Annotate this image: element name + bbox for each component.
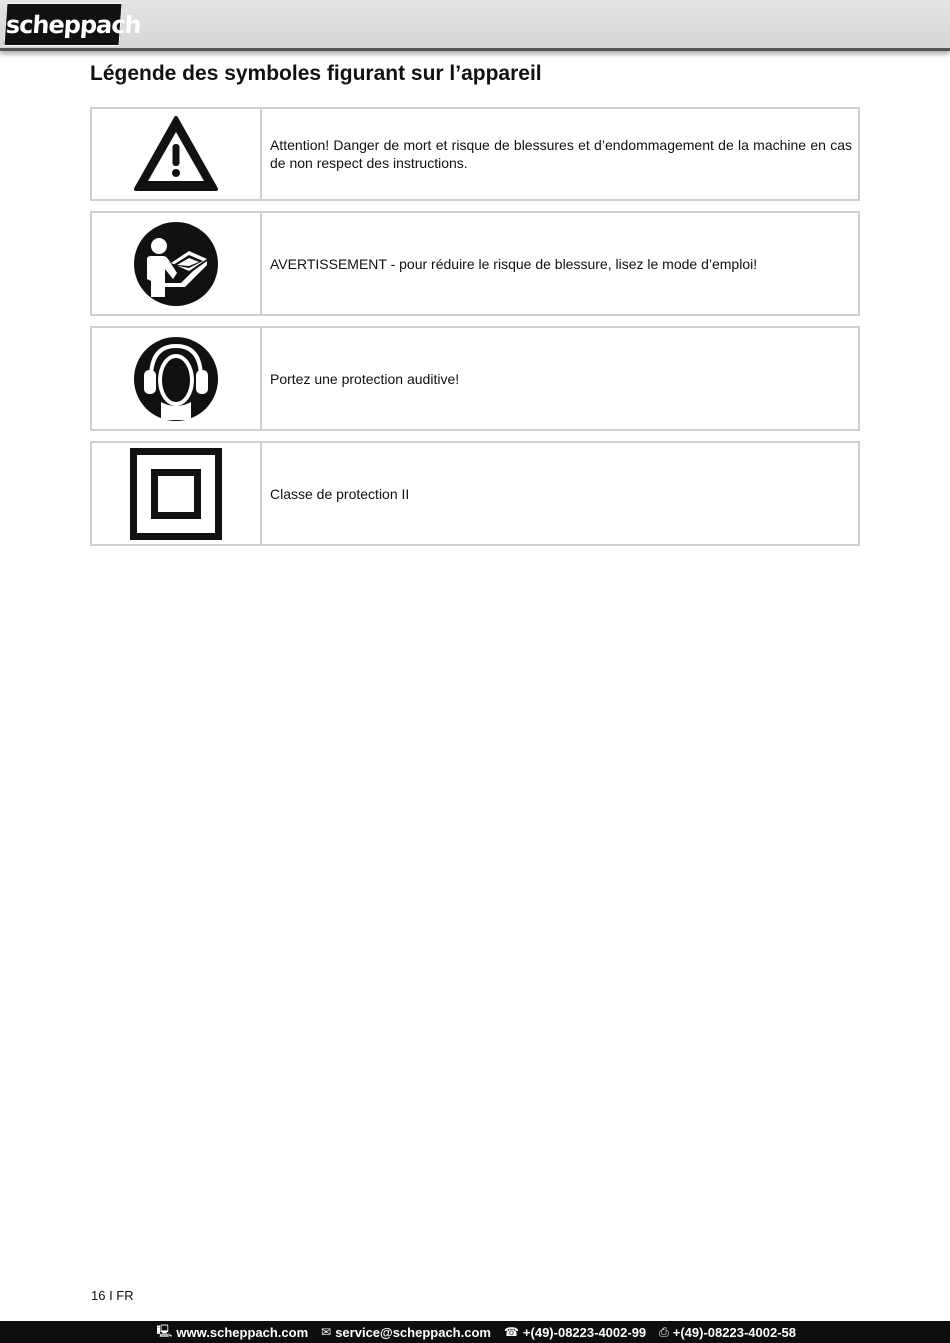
symbol-cell xyxy=(92,109,262,199)
symbol-description: Portez une protection auditive! xyxy=(270,370,460,387)
footer-email[interactable] xyxy=(321,1325,491,1340)
envelope-icon: ✉ xyxy=(321,1325,332,1339)
hearing-protection-icon xyxy=(133,336,219,422)
website-link[interactable]: www.scheppach.com xyxy=(176,1324,309,1340)
protection-class-ii-icon xyxy=(130,448,222,540)
symbol-cell xyxy=(92,443,262,544)
symbol-description: Attention! Danger de mort et risque de blessures et d’endommagement de la machine en cas de non respect des instructions. xyxy=(270,137,852,171)
scheppach-logo: scheppach xyxy=(3,3,122,46)
symbol-row-hearing-protection xyxy=(90,326,860,431)
footer-fax xyxy=(659,1325,796,1340)
email-link[interactable]: service@scheppach.com xyxy=(335,1324,491,1340)
footer-bar xyxy=(0,1321,950,1343)
symbol-row-read-manual xyxy=(90,211,860,316)
symbol-description: AVERTISSEMENT - pour réduire le risque de blessure, lisez le mode d’emploi! xyxy=(270,255,758,272)
symbol-row-protection-class xyxy=(90,441,860,546)
computer-icon: 🖳 xyxy=(156,1323,173,1338)
symbol-cell xyxy=(92,328,262,429)
read-manual-icon xyxy=(133,221,219,307)
symbol-cell xyxy=(92,213,262,314)
page-title: Légende des symboles figurant sur l’appareil xyxy=(90,62,542,85)
fax-icon: ⎙ xyxy=(659,1324,669,1339)
symbol-description: Classe de protection II xyxy=(270,485,410,502)
footer-phone xyxy=(504,1325,646,1340)
warning-triangle-icon xyxy=(133,115,219,193)
phone-icon: ☎ xyxy=(503,1325,519,1339)
phone-number: +(49)-08223-4002-99 xyxy=(522,1324,647,1340)
footer-website[interactable] xyxy=(156,1322,308,1343)
page-number: 16 I FR xyxy=(91,1288,134,1303)
fax-number: +(49)-08223-4002-58 xyxy=(672,1324,796,1340)
header-bar xyxy=(0,0,950,51)
symbol-row-warning xyxy=(90,107,860,201)
